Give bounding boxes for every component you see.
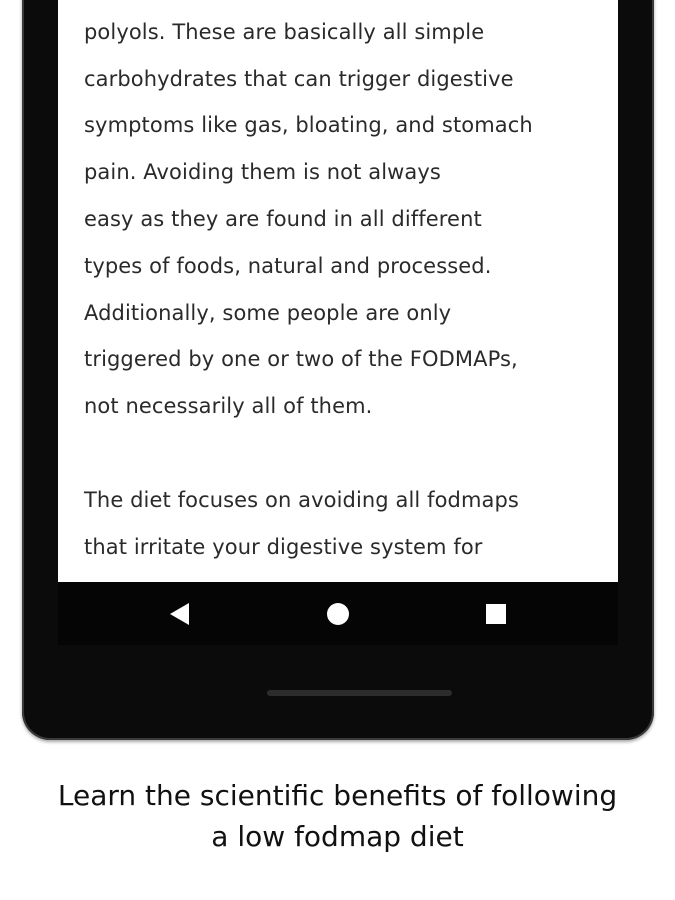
article-line: types of foods, natural and processed. [84, 253, 492, 278]
article-line [84, 0, 604, 9]
promo-caption [0, 775, 675, 857]
home-circle-icon [326, 602, 350, 626]
device-bottom-edge [267, 690, 452, 696]
recent-square-icon [485, 603, 507, 625]
article-paragraph-2 [84, 477, 604, 571]
article-line: not necessarily all of them. [84, 394, 373, 419]
recent-apps-button[interactable] [456, 582, 536, 645]
article-line: Additionally, some people are only [84, 300, 452, 325]
article-line: symptoms like gas, bloating, and stomach [84, 113, 533, 138]
caption-line-1: Learn the scientific benefits of following [57, 779, 618, 812]
article-paragraph-1 [84, 0, 604, 430]
paragraph-spacer [84, 430, 604, 477]
article-line: easy as they are found in all different [84, 206, 482, 231]
caption-line-2: a low fodmap diet [211, 820, 464, 853]
app-screen[interactable] [58, 0, 618, 582]
article-line: pain. Avoiding them is not always [84, 160, 441, 185]
article-line: carbohydrates that can trigger digestive [84, 66, 514, 91]
article-line: polyols. These are basically all simple [84, 19, 485, 44]
android-navigation-bar [58, 582, 618, 645]
article-line: The diet focuses on avoiding all fodmaps [84, 487, 519, 512]
back-button[interactable] [140, 582, 220, 645]
article-line: triggered by one or two of the FODMAPs, [84, 347, 518, 372]
home-button[interactable] [298, 582, 378, 645]
article-line: that irritate your digestive system for [84, 534, 483, 559]
article-body [84, 0, 604, 570]
back-triangle-icon [169, 602, 191, 626]
